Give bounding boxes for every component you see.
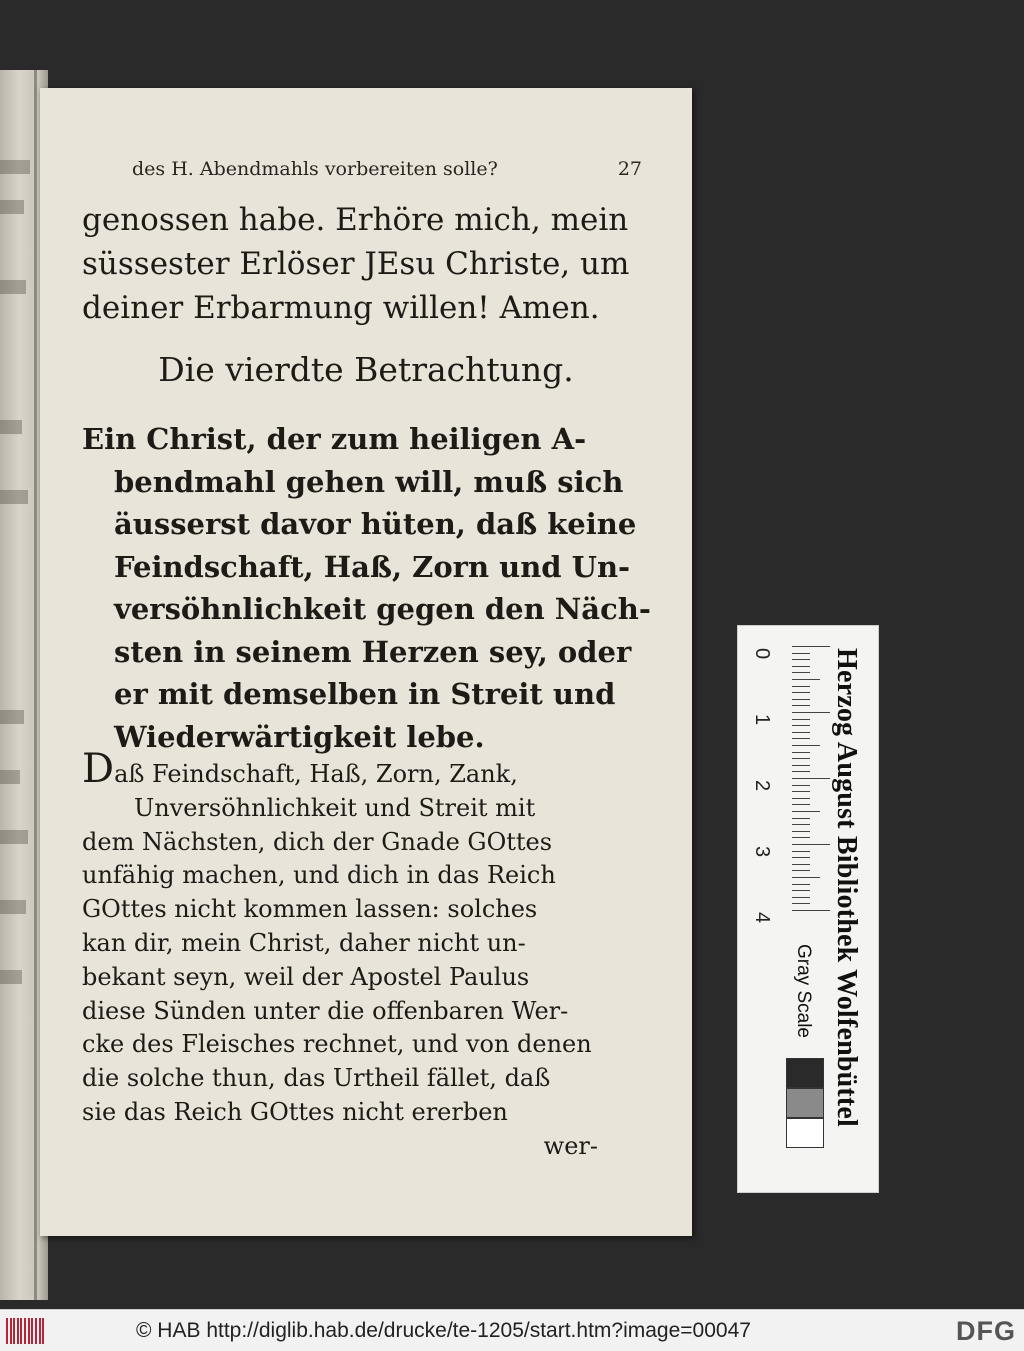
running-head-title: des H. Abendmahls vorbereiten solle? — [132, 158, 498, 180]
text-line: Feindschaft, Haß, Zorn und Un- — [114, 549, 631, 584]
ruler-tick — [792, 672, 810, 673]
ruler-tick — [792, 837, 810, 838]
grayscale-label: Gray Scale — [793, 944, 814, 1038]
ruler-tick — [792, 864, 810, 865]
ruler-tick — [792, 818, 810, 819]
page-fold-line — [34, 70, 37, 1300]
ruler-tick — [792, 679, 820, 680]
ruler-ticks — [792, 646, 832, 966]
ruler-tick — [792, 771, 810, 772]
ruler-tick — [792, 732, 810, 733]
thesis-paragraph — [82, 418, 651, 758]
ruler-number: 2 — [751, 779, 774, 792]
ruler-tick — [792, 884, 810, 885]
copyright-url[interactable]: © HAB http://diglib.hab.de/drucke/te-1205/start.htm?image=00047 — [136, 1319, 751, 1342]
logo-bar — [35, 1318, 37, 1344]
gray-swatch-dark — [786, 1058, 824, 1088]
page-number: 27 — [617, 158, 642, 180]
ruler-tick — [792, 857, 810, 858]
body-paragraph — [82, 746, 598, 1164]
ruler-tick — [792, 752, 810, 753]
ruler-tick — [792, 738, 810, 739]
drop-cap: D — [82, 746, 115, 792]
logo-bar — [10, 1318, 12, 1344]
ruler-tick — [792, 844, 830, 845]
ruler-tick — [792, 824, 810, 825]
running-head — [132, 158, 642, 180]
text-line: diese Sünden unter die offenbaren Wer- — [82, 996, 569, 1025]
ruler-tick — [792, 778, 830, 779]
ruler-number: 3 — [751, 845, 774, 858]
logo-bar — [20, 1318, 22, 1344]
ruler-tick — [792, 831, 810, 832]
text-line: cke des Fleisches rechnet, und von denen — [82, 1030, 592, 1059]
text-line: süssester Erlöser JEsu Christe, um — [82, 246, 630, 282]
logo-bar — [28, 1318, 30, 1344]
ruler-tick — [792, 785, 810, 786]
ruler-tick — [792, 758, 810, 759]
logo-bar — [6, 1318, 8, 1344]
text-line: genossen habe. Erhöre mich, mein — [82, 202, 629, 238]
text-line: versöhnlichkeit gegen den Näch- — [114, 592, 651, 626]
text-line: Unversöhnlichkeit und Streit mit — [134, 793, 536, 822]
ruler-tick — [792, 653, 810, 654]
first-line-text: aß Feindschaft, Haß, Zorn, Zank, — [114, 760, 518, 788]
text-line: kan dir, mein Christ, daher nicht un- — [82, 928, 526, 957]
dfg-logo: DFG — [956, 1316, 1016, 1346]
text-line: unfähig machen, und dich in das Reich — [82, 861, 556, 890]
logo-bar — [17, 1318, 19, 1344]
text-line: äusserst davor hüten, daß keine — [114, 507, 637, 541]
ruler-tick — [792, 659, 810, 660]
ruler-tick — [792, 811, 820, 812]
ruler-tick — [792, 804, 810, 805]
ruler-tick — [792, 699, 810, 700]
text-line: dem Nächsten, dich der Gnade GOttes — [82, 827, 553, 856]
ruler-tick — [792, 903, 810, 904]
ruler-tick — [792, 791, 810, 792]
ruler-tick — [792, 705, 810, 706]
ruler-tick — [792, 870, 810, 871]
ruler-tick — [792, 686, 810, 687]
scale-ruler — [737, 625, 879, 1193]
text-line: sten in seinem Herzen sey, oder — [114, 634, 632, 669]
prayer-ending — [82, 198, 630, 330]
text-line: er mit demselben in Streit und — [114, 677, 616, 711]
ruler-tick — [792, 910, 830, 911]
hab-logo-icon — [6, 1318, 46, 1344]
logo-bar — [39, 1318, 41, 1344]
book-page — [40, 88, 692, 1236]
text-line: GOttes nicht kommen lassen: solches — [82, 895, 538, 924]
ruler-number: 0 — [751, 647, 774, 660]
ruler-tick — [792, 692, 810, 693]
ruler-tick — [792, 897, 810, 898]
text-line: bekant seyn, weil der Apostel Paulus — [82, 962, 530, 991]
ruler-tick — [792, 712, 830, 713]
ruler-tick — [792, 890, 810, 891]
ruler-number: 4 — [751, 911, 774, 924]
text-line: deiner Erbarmung willen! Amen. — [82, 290, 600, 326]
text-line: bendmahl gehen will, muß sich — [114, 464, 624, 499]
ruler-tick — [792, 666, 810, 667]
ruler-tick — [792, 725, 810, 726]
footer-bar — [0, 1309, 1024, 1351]
catchword: wer- — [543, 1131, 598, 1160]
logo-bar — [24, 1318, 26, 1344]
section-heading: Die vierdte Betrachtung. — [158, 350, 574, 389]
text-line: sie das Reich GOttes nicht ererben — [82, 1097, 508, 1126]
ruler-tick — [792, 646, 830, 647]
ruler-tick — [792, 851, 810, 852]
ruler-number: 1 — [751, 713, 774, 726]
text-line: Wiederwärtigkeit lebe. — [114, 719, 485, 754]
text-line: die solche thun, das Urtheil fället, daß — [82, 1064, 551, 1093]
institution-label: Herzog August Bibliothek Wolfenbüttel — [831, 648, 862, 1128]
text-line: Ein Christ, der zum heiligen A- — [82, 422, 587, 456]
gray-swatch-mid — [786, 1088, 824, 1118]
ruler-tick — [792, 798, 810, 799]
text-line — [82, 746, 598, 792]
logo-bar — [31, 1318, 33, 1344]
logo-bar — [13, 1318, 15, 1344]
ruler-tick — [792, 877, 820, 878]
gray-swatch-light — [786, 1118, 824, 1148]
ruler-tick — [792, 765, 810, 766]
ruler-tick — [792, 719, 810, 720]
ruler-tick — [792, 745, 820, 746]
logo-bar — [42, 1318, 44, 1344]
